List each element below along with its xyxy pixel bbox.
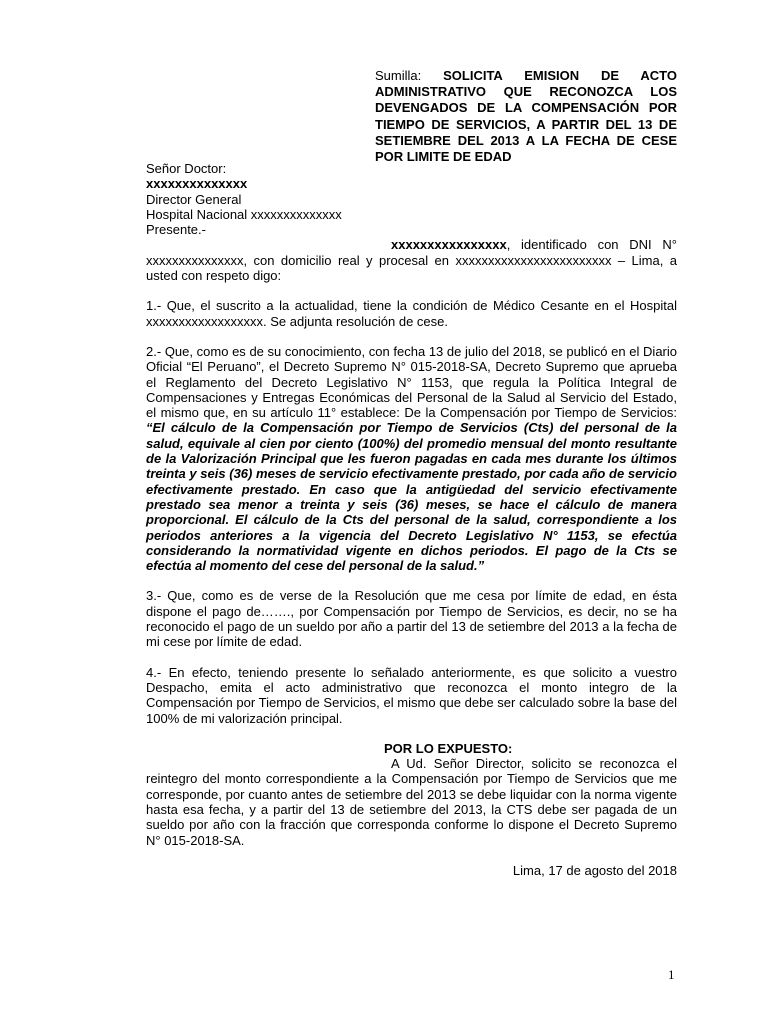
addressee-name: xxxxxxxxxxxxxx bbox=[146, 176, 248, 192]
paragraph-3: 3.- Que, como es de verse de la Resolución que me cesa por límite de edad, en ésta dispone el pago de……., por Compensación por Tiempo de Servicios, es decir, no se ha reconocido el pago de un sueldo por año a partir del 13 de setiembre del 2013 a la fecha de mi cese por límite de edad. bbox=[146, 588, 677, 650]
salutation: Señor Doctor: bbox=[146, 161, 227, 176]
paragraph-2-text: 2.- Que, como es de su conocimiento, con fecha 13 de julio del 2018, se publicó en el Diario Oficial “El Peruano”, el Decreto Supremo N° 015-2018-SA, Decreto Supremo que aprueba el Reglamento del Decreto Legislativo N° 1153, que regula la Política Integral de Compensaciones y Entregas Económicas del Personal de la Salud al Servicio del Estado, el mismo que, en su artículo 11° establece: De la Compensación por Tiempo de Servicios: bbox=[146, 343, 677, 421]
letter-body bbox=[146, 161, 677, 878]
paragraph-2 bbox=[146, 344, 677, 573]
presente: Presente.- bbox=[146, 222, 206, 238]
addressee-position: Director General bbox=[146, 191, 242, 207]
conclusion-paragraph: A Ud. Señor Director, solicito se reconozca el reintegro del monto correspondiente a la Compensación por Tiempo de Servicios que me corresponde, por cuanto antes de setiembre del 2013 se debe liquidar con la norma vigente hasta esa fecha, y a partir del 13 de setiembre del 2013, la CTS debe ser pagada de un sueldo por año con la fracción que corresponda conforme lo dispone el Decreto Supremo N° 015-2018-SA. bbox=[146, 756, 677, 848]
conclusion-heading: POR LO EXPUESTO: bbox=[384, 740, 513, 756]
addressee-institution: Hospital Nacional xxxxxxxxxxxxxx bbox=[146, 206, 342, 222]
sumilla-text: SOLICITA EMISION DE ACTO ADMINISTRATIVO QUE RECONOZCA LOS DEVENGADOS DE LA COMPENSACIÓN POR TIEMPO DE SERVICIOS, A PARTIR DEL 13 DE SETIEMBRE DEL 2013 A LA FECHA DE CESE POR LIMITE DE EDAD bbox=[375, 68, 677, 165]
date-line: Lima, 17 de agosto del 2018 bbox=[512, 862, 677, 878]
intro-name: xxxxxxxxxxxxxxxx bbox=[391, 237, 507, 253]
paragraph-1: 1.- Que, el suscrito a la actualidad, tiene la condición de Médico Cesante en el Hospital xxxxxxxxxxxxxxxxxx. Se adjunta resolución de cese. bbox=[146, 298, 677, 329]
paragraph-2-quote: “El cálculo de la Compensación por Tiempo de Servicios (Cts) del personal de la salud, equivale al cien por ciento (100%) del promedio mensual del monto resultante de la Valorización Principal que les fueron pagadas en cada mes durante los últimos treinta y seis (36) meses de servicio efectivamente prestado, por cada año de servicio efectivamente prestado. En caso que la antigüedad del servicio efectivamente prestado sea menor a treinta y seis (36) meses, se hace el cálculo de manera proporcional. El cálculo de la Cts del personal de la salud, correspondiente a los periodos anteriores a la vigencia del Decreto Legislativo N° 1153, se efectúa considerando la normatividad vigente en dichos periodos. El pago de la Cts se efectúa al momento del cese del personal de la salud.” bbox=[146, 420, 677, 574]
paragraph-4: 4.- En efecto, teniendo presente lo señalado anteriormente, es que solicito a vuestro Despacho, emita el acto administrativo que reconozca el monto integro de la Compensación por Tiempo de Servicios, el mismo que debe ser calculado sobre la base del 100% de mi valorización principal. bbox=[146, 664, 677, 726]
sumilla-block bbox=[375, 68, 677, 165]
intro-text: , identificado con DNI N° xxxxxxxxxxxxxxx, con domicilio real y procesal en xxxxxxxxxxxxxxxxxxxxxxxx – Lima, a usted con respeto digo: bbox=[146, 237, 677, 284]
page-number: 1 bbox=[668, 967, 675, 982]
sumilla-label: Sumilla: bbox=[375, 68, 422, 83]
intro-paragraph bbox=[146, 237, 677, 283]
